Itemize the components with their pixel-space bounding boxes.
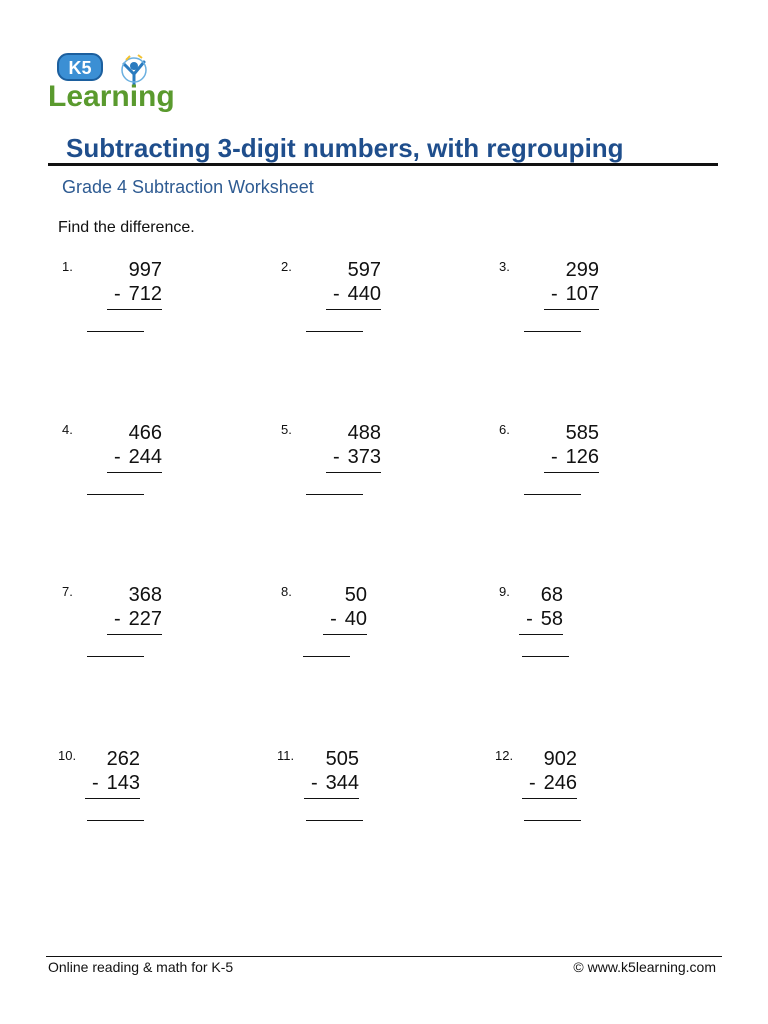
problem-11	[277, 748, 417, 838]
logo-badge-text: K5	[68, 58, 92, 78]
problem-6	[499, 422, 639, 512]
problem-number: 2.	[281, 259, 292, 274]
subtrahend-row	[529, 772, 577, 795]
sum-line	[304, 798, 359, 799]
sum-line	[544, 309, 599, 310]
logo-word-text: Learning	[48, 80, 175, 113]
subtrahend: 143	[106, 772, 140, 794]
subtrahend: 227	[128, 608, 162, 630]
problem-7	[62, 584, 202, 674]
subtrahend-row	[114, 283, 162, 306]
answer-line	[87, 820, 144, 821]
minus-sign: -	[113, 446, 121, 468]
subtrahend-row	[114, 446, 162, 469]
subtrahend: 246	[543, 772, 577, 794]
problem-number: 8.	[281, 584, 292, 599]
minus-sign: -	[91, 772, 99, 794]
answer-line	[522, 656, 569, 657]
problem-5	[281, 422, 421, 512]
problem-12	[495, 748, 635, 838]
footer-website: © www.k5learning.com	[573, 959, 716, 975]
sum-line	[323, 634, 367, 635]
minuend: 997	[128, 259, 162, 281]
subtrahend-row	[333, 446, 381, 469]
problem-number: 1.	[62, 259, 73, 274]
minus-sign: -	[310, 772, 318, 794]
problem-10	[58, 748, 198, 838]
subtrahend: 244	[128, 446, 162, 468]
minuend: 505	[325, 748, 359, 770]
subtrahend-row	[330, 608, 367, 631]
minus-sign: -	[113, 608, 121, 630]
k5-badge-icon	[58, 54, 102, 80]
minus-sign: -	[113, 283, 121, 305]
subtrahend: 712	[128, 283, 162, 305]
answer-line	[87, 656, 144, 657]
problem-number: 5.	[281, 422, 292, 437]
answer-line	[306, 494, 363, 495]
subtrahend-row	[311, 772, 359, 795]
minuend: 299	[565, 259, 599, 281]
subtrahend-row	[551, 283, 599, 306]
minuend: 488	[347, 422, 381, 444]
minuend: 597	[347, 259, 381, 281]
sum-line	[519, 634, 563, 635]
worksheet-title: Subtracting 3-digit numbers, with regrouping	[66, 133, 624, 163]
subtrahend-row	[114, 608, 162, 631]
subtrahend: 126	[565, 446, 599, 468]
instructions-text: Find the difference.	[58, 219, 195, 236]
minus-sign: -	[330, 608, 337, 630]
problem-9	[499, 584, 639, 674]
footer-tagline: Online reading & math for K-5	[48, 959, 234, 975]
minus-sign: -	[528, 772, 536, 794]
minus-sign: -	[550, 283, 558, 305]
answer-line	[524, 331, 581, 332]
minuend: 50	[344, 584, 367, 606]
sum-line	[326, 309, 381, 310]
minuend: 902	[543, 748, 577, 770]
problem-number: 6.	[499, 422, 510, 437]
subtrahend: 107	[565, 283, 599, 305]
title-divider	[48, 163, 718, 166]
subtrahend-row	[526, 608, 563, 631]
problem-1	[62, 259, 202, 349]
sum-line	[107, 309, 162, 310]
subtrahend: 40	[344, 608, 367, 630]
answer-line	[303, 656, 350, 657]
minuend: 585	[565, 422, 599, 444]
problem-number: 3.	[499, 259, 510, 274]
k5-learning-logo	[46, 50, 188, 114]
sum-line	[326, 472, 381, 473]
sum-line	[522, 798, 577, 799]
subtrahend-row	[92, 772, 140, 795]
minuend: 466	[128, 422, 162, 444]
minuend: 68	[540, 584, 563, 606]
problem-8	[281, 584, 421, 674]
problem-3	[499, 259, 639, 349]
minus-sign: -	[526, 608, 533, 630]
subtrahend-row	[333, 283, 381, 306]
problem-2	[281, 259, 421, 349]
sum-line	[107, 472, 162, 473]
answer-line	[306, 820, 363, 821]
minuend: 368	[128, 584, 162, 606]
problem-4	[62, 422, 202, 512]
problem-number: 11.	[277, 748, 295, 763]
minuend: 262	[106, 748, 140, 770]
answer-line	[87, 494, 144, 495]
minus-sign: -	[332, 446, 340, 468]
answer-line	[87, 331, 144, 332]
answer-line	[524, 494, 581, 495]
problem-number: 9.	[499, 584, 510, 599]
problem-number: 12.	[495, 748, 514, 763]
answer-line	[524, 820, 581, 821]
answer-line	[306, 331, 363, 332]
sum-line	[544, 472, 599, 473]
problem-number: 7.	[62, 584, 73, 599]
footer-divider	[46, 956, 722, 957]
sum-line	[85, 798, 140, 799]
minus-sign: -	[332, 283, 340, 305]
problem-number: 4.	[62, 422, 73, 437]
subtrahend: 344	[325, 772, 359, 794]
minus-sign: -	[550, 446, 558, 468]
worksheet-subtitle: Grade 4 Subtraction Worksheet	[62, 177, 314, 197]
subtrahend: 440	[347, 283, 381, 305]
subtrahend-row	[551, 446, 599, 469]
sum-line	[107, 634, 162, 635]
subtrahend: 373	[347, 446, 381, 468]
subtrahend: 58	[540, 608, 563, 630]
problem-number: 10.	[58, 748, 77, 763]
